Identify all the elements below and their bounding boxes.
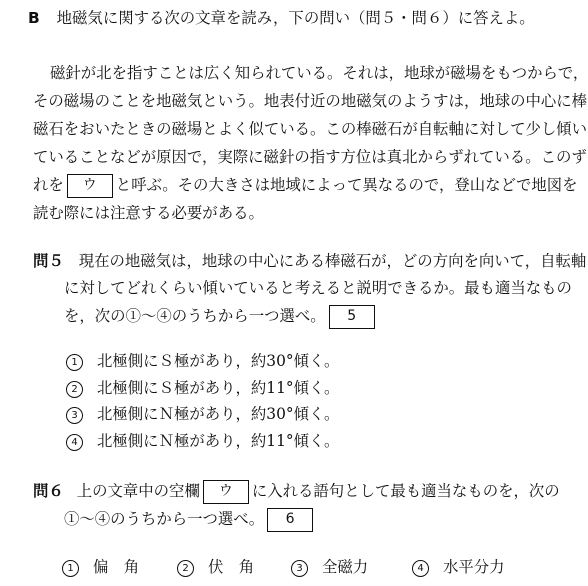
passage-line-3: 磁石をおいたときの磁場とよく似ている。この棒磁石が自転軸に対して少し傾い	[33, 120, 588, 138]
q5-option-text: 北極側にＳ極があり，約30°傾く。	[97, 352, 340, 370]
passage-line-5-pre: れを	[33, 176, 64, 194]
q5-line-2: に対してどれくらい傾いていると考えると説明できるか。最も適当なもの	[64, 279, 572, 297]
q5-option-4[interactable]	[66, 431, 339, 451]
q6-option-4[interactable]	[412, 557, 505, 577]
q5-text-3: を，次の①～④のうちから一つ選べ。	[64, 307, 326, 325]
q6-line-2	[64, 508, 316, 532]
q6-option-text: 水平分力	[443, 558, 505, 576]
q6-text-1-post: に入れる語句として最も適当なものを，次の	[251, 482, 560, 500]
q5-option-text: 北極側にＮ極があり，約11°傾く。	[97, 432, 340, 450]
q5-option-1[interactable]	[66, 351, 339, 371]
passage-line-2: その磁場のことを地磁気という。地表付近の地磁気のようすは，地球の中心に棒	[33, 92, 588, 110]
passage-line-5-post: と呼ぶ。その大きさは地域によって異なるので，登山などで地図を	[115, 176, 578, 194]
q5-line-1	[33, 251, 586, 271]
circled-number-icon: 1	[66, 354, 83, 371]
passage-line-1: 磁針が北を指すことは広く知られている。それは，地球が磁場をもつからで，	[50, 64, 588, 82]
q5-option-text: 北極側にＳ極があり，約11°傾く。	[97, 379, 340, 397]
q5-option-text: 北極側にＮ極があり，約30°傾く。	[97, 405, 340, 423]
q5-line-3	[64, 305, 378, 329]
q6-option-3[interactable]	[291, 557, 368, 577]
q6-text-1-pre: 上の文章中の空欄	[76, 482, 200, 500]
passage-line-6: 読む際には注意する必要がある。	[33, 204, 264, 222]
q6-option-1[interactable]	[62, 557, 139, 577]
circled-number-icon: 1	[62, 560, 79, 577]
passage-line-4: ていることなどが原因で，実際に磁針の指す方位は真北からずれている。このず	[33, 148, 587, 166]
circled-number-icon: 3	[66, 407, 83, 424]
q6-answer-box[interactable]: 6	[267, 508, 313, 532]
q5-label: 問５	[33, 252, 64, 270]
circled-number-icon: 3	[291, 560, 308, 577]
q6-line-1	[33, 480, 560, 504]
q6-option-text: 伏 角	[208, 558, 255, 576]
circled-number-icon: 4	[66, 434, 83, 451]
q6-label: 問６	[33, 482, 64, 500]
blank-u-box: ウ	[67, 174, 113, 198]
circled-number-icon: 2	[177, 560, 194, 577]
q6-option-2[interactable]	[177, 557, 254, 577]
q5-answer-box[interactable]: 5	[329, 305, 375, 329]
q5-option-2[interactable]	[66, 378, 339, 398]
q6-option-text: 偏 角	[93, 558, 140, 576]
passage-line-5	[33, 174, 578, 198]
q5-text-1: 現在の地磁気は，地球の中心にある棒磁石が，どの方向を向いて，自転軸	[78, 252, 587, 270]
circled-number-icon: 2	[66, 381, 83, 398]
q6-option-text: 全磁力	[322, 558, 369, 576]
section-instruction: 地磁気に関する次の文章を読み，下の問い（問５・問６）に答えよ。	[56, 9, 535, 27]
circled-number-icon: 4	[412, 560, 429, 577]
q6-blank-u-box: ウ	[203, 480, 249, 504]
q6-text-2: ①～④のうちから一つ選べ。	[64, 510, 265, 528]
section-header	[28, 8, 535, 28]
q5-option-3[interactable]	[66, 404, 339, 424]
section-label: B	[28, 9, 40, 27]
